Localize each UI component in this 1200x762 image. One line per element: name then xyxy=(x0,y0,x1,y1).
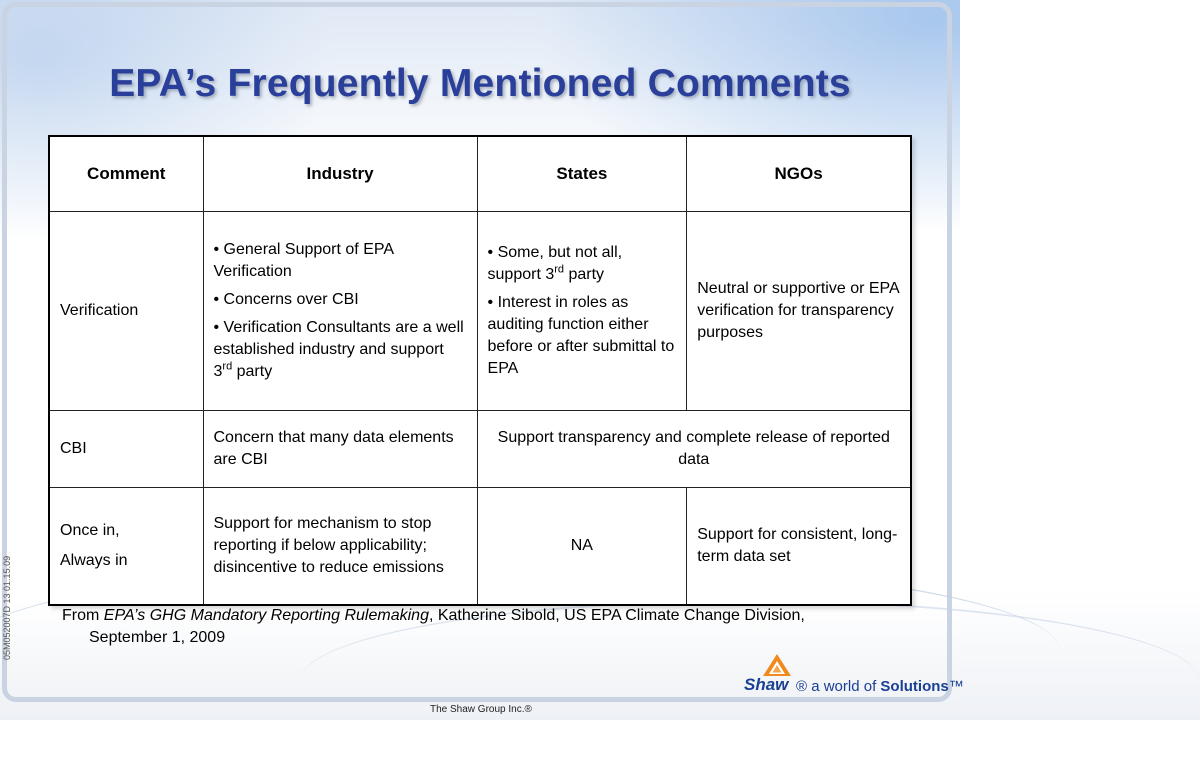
header-comment: Comment xyxy=(49,136,203,212)
states-bullet-support xyxy=(488,242,677,286)
source-rest: , Katherine Sibold, US EPA Climate Change Division, xyxy=(428,607,805,624)
header-ngos: NGOs xyxy=(687,136,911,212)
comment-once-in-line2: Always in xyxy=(60,552,128,569)
source-prefix: From xyxy=(62,607,104,624)
source-line-1 xyxy=(62,605,932,627)
header-states: States xyxy=(477,136,687,212)
logo-tagline-pre: ® a world of xyxy=(796,678,881,695)
cell-comment-once-in xyxy=(49,488,203,606)
states-bullet-support-end: party xyxy=(564,266,605,283)
table-row-verification xyxy=(49,212,911,411)
industry-bullet-consultants-text: • Verification Consultants are a well established industry and support 3 xyxy=(213,319,464,380)
table-row-cbi xyxy=(49,411,911,488)
side-document-code: 05M052007D 13 01.15.09 xyxy=(2,555,12,660)
cell-states-ngos-cbi: Support transparency and complete release of reported data xyxy=(477,411,911,488)
logo-tagline-post: ™ xyxy=(948,678,964,695)
cell-industry-cbi: Concern that many data elements are CBI xyxy=(203,411,477,488)
comment-once-in-line1: Once in, xyxy=(60,522,120,539)
company-name: The Shaw Group Inc.® xyxy=(430,704,532,715)
source-title: EPA’s GHG Mandatory Reporting Rulemaking xyxy=(103,607,429,624)
logo-tagline xyxy=(796,678,964,695)
cell-states-verification xyxy=(477,212,687,411)
table-row-once-in xyxy=(49,488,911,606)
cell-comment-cbi: CBI xyxy=(49,411,203,488)
industry-bullet-cbi: • Concerns over CBI xyxy=(213,291,359,308)
industry-bullet-consultants-end: party xyxy=(232,363,273,380)
cell-comment-verification: Verification xyxy=(49,212,203,411)
table-header-row xyxy=(49,136,911,212)
cell-states-once-in: NA xyxy=(477,488,687,606)
source-line-2: September 1, 2009 xyxy=(89,629,226,646)
header-industry: Industry xyxy=(203,136,477,212)
cell-industry-once-in: Support for mechanism to stop reporting if below applicability; disincentive to reduce emissions xyxy=(203,488,477,606)
states-bullet-support-text: • Some, but not all, support 3 xyxy=(487,244,623,283)
comments-table xyxy=(48,135,912,606)
industry-bullet-support: • General Support of EPA Verification xyxy=(213,241,394,280)
slide-title: EPA’s Frequently Mentioned Comments xyxy=(109,62,851,105)
states-bullet-auditing: • Interest in roles as auditing function either before or after submittal to EPA xyxy=(487,294,675,377)
shaw-triangle-icon xyxy=(762,653,792,677)
logo-name: Shaw xyxy=(744,675,789,694)
superscript-rd: rd xyxy=(554,263,565,276)
cell-industry-verification xyxy=(203,212,477,411)
industry-bullet-consultants xyxy=(214,317,467,383)
shaw-logo xyxy=(744,655,964,695)
source-citation xyxy=(62,605,932,649)
cell-ngos-verification: Neutral or supportive or EPA verification for transparency purposes xyxy=(687,212,911,411)
superscript-rd: rd xyxy=(222,360,233,373)
logo-tagline-bold: Solutions xyxy=(880,678,949,695)
cell-ngos-once-in: Support for consistent, long-term data set xyxy=(687,488,911,606)
